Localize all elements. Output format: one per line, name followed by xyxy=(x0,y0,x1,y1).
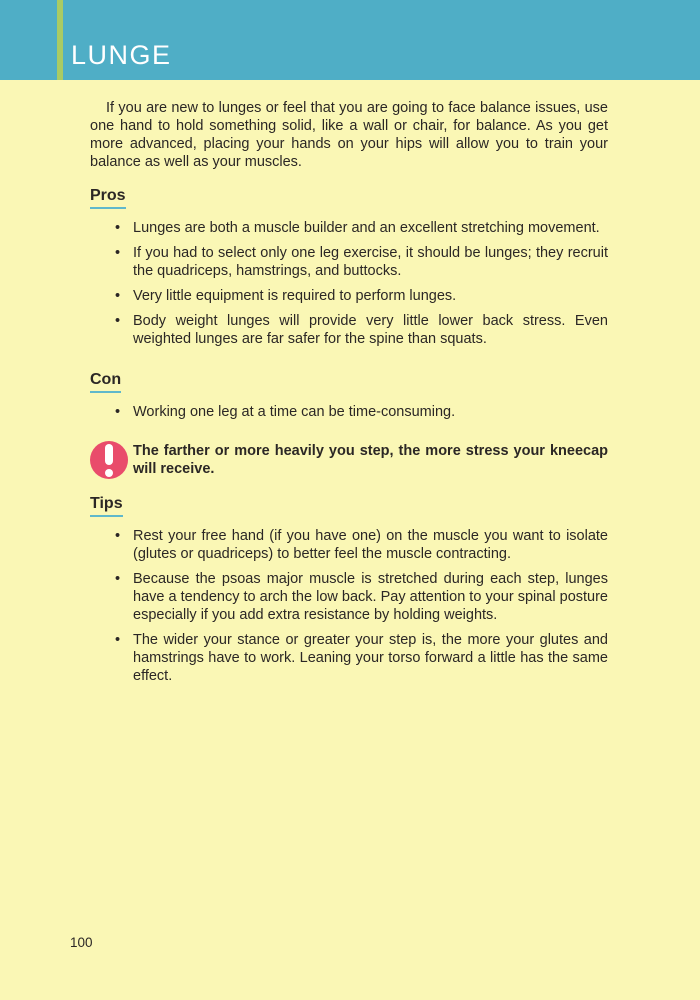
list-item: • If you had to select only one leg exercise, it should be lunges; they recruit the quadriceps, hamstrings, and buttocks. xyxy=(90,244,608,280)
accent-stripe xyxy=(57,0,63,80)
list-item: • Working one leg at a time can be time-consuming. xyxy=(90,403,608,421)
exclamation-icon xyxy=(90,441,128,479)
tips-heading-row xyxy=(90,479,608,527)
chapter-header xyxy=(0,0,700,80)
intro-paragraph: If you are new to lunges or feel that you are going to face balance issues, use one hand to hold something solid, like a wall or chair, for balance. As you get more advanced, placing your hands on your hips will allow you to train your balance as well as your muscles. xyxy=(90,100,608,170)
list-item: • The wider your stance or greater your step is, the more your glutes and hamstrings have to work. Leaning your torso forward a little has the same effect. xyxy=(90,631,608,685)
page-number: 100 xyxy=(70,935,93,950)
con-list xyxy=(90,403,608,421)
pros-list xyxy=(90,219,608,348)
list-item: • Very little equipment is required to perform lunges. xyxy=(90,287,608,305)
page-title: LUNGE xyxy=(71,40,172,70)
page-content xyxy=(0,80,700,685)
pros-heading-row xyxy=(90,171,608,219)
list-item: • Lunges are both a muscle builder and an excellent stretching movement. xyxy=(90,219,608,237)
warning-callout xyxy=(90,441,608,479)
warning-text: The farther or more heavily you step, the more stress your kneecap will receive. xyxy=(133,443,608,477)
con-heading-row xyxy=(90,355,608,403)
tips-heading: Tips xyxy=(90,495,123,517)
pros-heading: Pros xyxy=(90,187,126,209)
exclamation-dot xyxy=(105,469,113,477)
con-heading: Con xyxy=(90,371,121,393)
exclamation-bar xyxy=(105,444,113,465)
tips-list xyxy=(90,527,608,685)
list-item: • Body weight lunges will provide very little lower back stress. Even weighted lunges are far safer for the spine than squats. xyxy=(90,312,608,348)
list-item: • Rest your free hand (if you have one) on the muscle you want to isolate (glutes or quadriceps) to better feel the muscle contracting. xyxy=(90,527,608,563)
list-item: • Because the psoas major muscle is stretched during each step, lunges have a tendency to arch the low back. Pay attention to your spinal posture especially if you add extra resistance by holding weights. xyxy=(90,570,608,624)
